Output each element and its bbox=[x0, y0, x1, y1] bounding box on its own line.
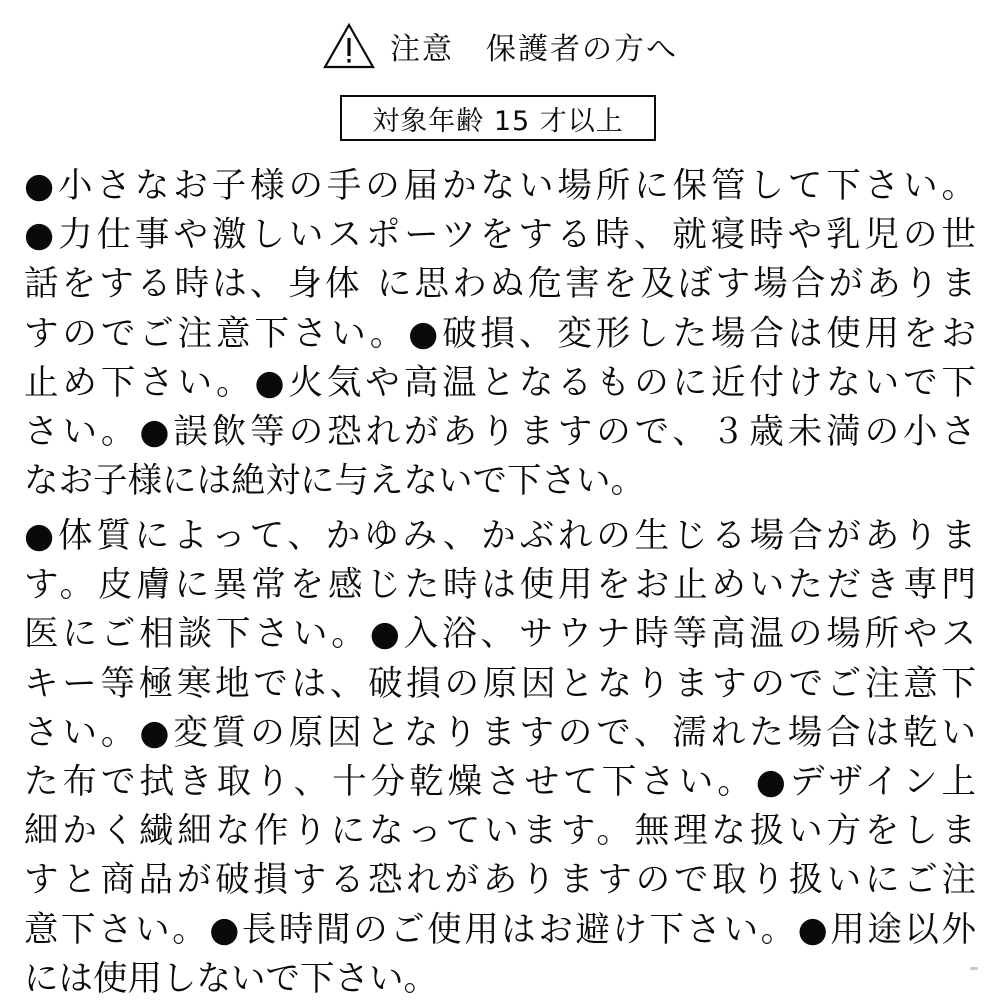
text-line: には使用しないで下さい。 bbox=[24, 958, 438, 999]
text-line: さい。●誤飲等の恐れがありますので、３歳未満の小さ bbox=[24, 411, 976, 452]
text-line: た布で拭き取り、十分乾燥させて下さい。●デザイン上 bbox=[24, 761, 976, 802]
usage-caution-paragraph bbox=[24, 512, 976, 1004]
text-line: ●力仕事や激しいスポーツをする時、就寝時や乳児の世 bbox=[24, 215, 976, 256]
text-line: 細かく繊細な作りになっています。無理な扱い方をしま bbox=[24, 811, 976, 852]
warning-triangle-icon bbox=[322, 22, 376, 70]
text-line: 医にご相談下さい。●入浴、サウナ時等高温の場所やス bbox=[24, 614, 976, 655]
text-line: 止め下さい。●火気や高温となるものに近付けないで下 bbox=[24, 362, 976, 403]
text-line: すのでご注意下さい。●破損、変形した場合は使用をお bbox=[24, 313, 976, 354]
text-line: 話をする時は、身体 に思わぬ危害を及ぼす場合がありま bbox=[24, 264, 976, 305]
text-line: すと商品が破損する恐れがありますので取り扱いにご注 bbox=[24, 860, 976, 901]
scan-speck bbox=[970, 967, 978, 970]
text-line: す。皮膚に異常を感じた時は使用をお止めいただき専門 bbox=[24, 565, 976, 606]
text-line: さい。●変質の原因となりますので、濡れた場合は乾い bbox=[24, 712, 976, 753]
warning-title: 注意 保護者の方へ bbox=[390, 32, 678, 67]
safety-caution-paragraph bbox=[24, 162, 976, 506]
text-line: 意下さい。●長時間のご使用はお避け下さい。●用途以外 bbox=[24, 909, 976, 950]
text-line: キー等極寒地では、破損の原因となりますのでご注意下 bbox=[24, 663, 976, 704]
warning-header bbox=[0, 22, 1000, 70]
text-line: ●体質によって、かゆみ、かぶれの生じる場合がありま bbox=[24, 516, 976, 556]
text-line: なお子様には絶対に与えないで下さい。 bbox=[24, 461, 645, 502]
target-age-box: 対象年齢 15 才以上 bbox=[340, 95, 656, 141]
text-line: ●小さなお子様の手の届かない場所に保管して下さい。 bbox=[24, 166, 976, 206]
